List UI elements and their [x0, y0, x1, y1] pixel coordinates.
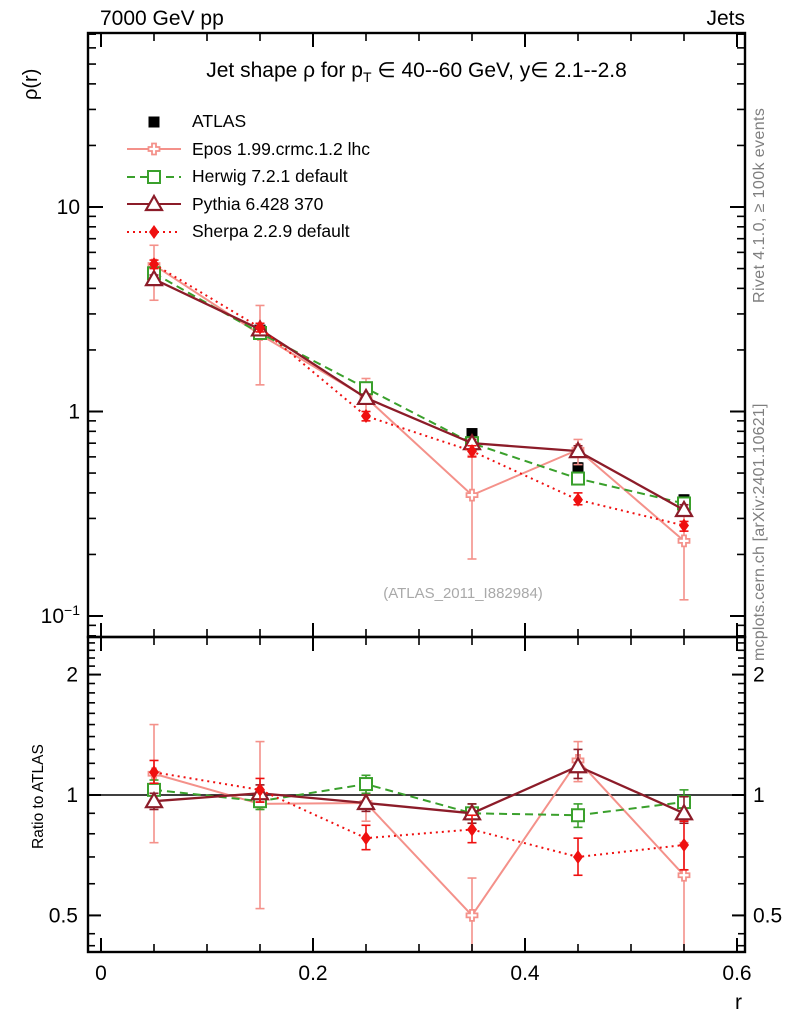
legend-item-atlas	[126, 108, 370, 136]
marker-square_open	[360, 778, 372, 790]
ratio-tick-label-right: 0.5	[753, 904, 783, 928]
legend-label-pythia: Pythia 6.428 370	[192, 193, 324, 214]
legend-marker-glyph	[149, 144, 160, 155]
legend-item-herwig	[126, 163, 370, 191]
x-tick-label: 0.2	[298, 962, 328, 985]
legend-marker-glyph	[149, 116, 160, 127]
plot-title-text: Jet shape ρ for p	[206, 59, 363, 82]
series-ratio-epos	[149, 725, 690, 1017]
legend-item-sherpa	[126, 218, 370, 246]
y-tick-label: 1	[68, 400, 80, 424]
legend	[126, 108, 370, 246]
legend-marker-atlas	[126, 111, 182, 133]
plot-title-subscript: T	[362, 69, 372, 86]
marker-diamond_filled	[573, 850, 583, 864]
y-tick-label: 10	[56, 196, 80, 219]
marker-diamond_filled	[679, 838, 689, 852]
marker-diamond_filled	[467, 822, 477, 836]
ratio-tick-label-right: 1	[753, 784, 765, 807]
legend-marker-herwig	[126, 166, 182, 188]
y-axis-title-main: ρ(r)	[20, 68, 42, 100]
legend-marker-glyph	[149, 225, 159, 239]
plot-title	[88, 58, 745, 85]
legend-marker-pythia	[126, 193, 182, 215]
series-main-herwig	[148, 267, 690, 509]
series-main-atlas	[149, 270, 690, 505]
beam-energy-label: 7000 GeV pp	[100, 7, 224, 30]
ratio-tick-label-left: 0.5	[48, 904, 78, 928]
series-main-sherpa	[149, 257, 689, 532]
series-main-epos	[149, 245, 690, 600]
marker-square_open	[572, 473, 584, 485]
mcplots-arxiv-note: mcplots.cern.ch [arXiv:2401.10621]	[751, 403, 768, 661]
ratio-tick-label-right: 2	[753, 663, 765, 687]
legend-item-pythia	[126, 191, 370, 219]
legend-label-herwig: Herwig 7.2.1 default	[192, 166, 348, 187]
y-axis-title-ratio: Ratio to ATLAS	[30, 744, 47, 849]
plot-title-text-2: ∈ 40--60 GeV, y∈ 2.1--2.8	[371, 59, 627, 82]
legend-label-sherpa: Sherpa 2.2.9 default	[192, 221, 350, 242]
legend-marker-epos	[126, 138, 182, 160]
rivet-version-note: Rivet 4.1.0, ≥ 100k events	[751, 107, 768, 303]
legend-label-epos: Epos 1.99.crmc.1.2 lhc	[192, 138, 370, 159]
marker-diamond_filled	[361, 831, 371, 845]
analysis-id-watermark: (ATLAS_2011_I882984)	[383, 585, 543, 602]
ratio-tick-label-left: 1	[66, 784, 78, 807]
legend-item-epos	[126, 136, 370, 164]
x-tick-label: 0.6	[722, 962, 752, 985]
legend-marker-sherpa	[126, 221, 182, 243]
y-tick-label: $10^{-1}$	[40, 602, 80, 628]
legend-marker-glyph	[148, 171, 160, 183]
analysis-group-label: Jets	[706, 7, 745, 30]
ratio-tick-label-left: 2	[66, 663, 78, 687]
x-tick-label: 0.4	[510, 962, 540, 985]
marker-diamond_filled	[149, 765, 159, 779]
legend-label-atlas: ATLAS	[192, 111, 247, 132]
marker-square_open	[572, 809, 584, 821]
series-ratio-herwig	[148, 775, 690, 827]
x-axis-title: r	[735, 991, 742, 1014]
x-tick-label: 0	[95, 962, 107, 985]
